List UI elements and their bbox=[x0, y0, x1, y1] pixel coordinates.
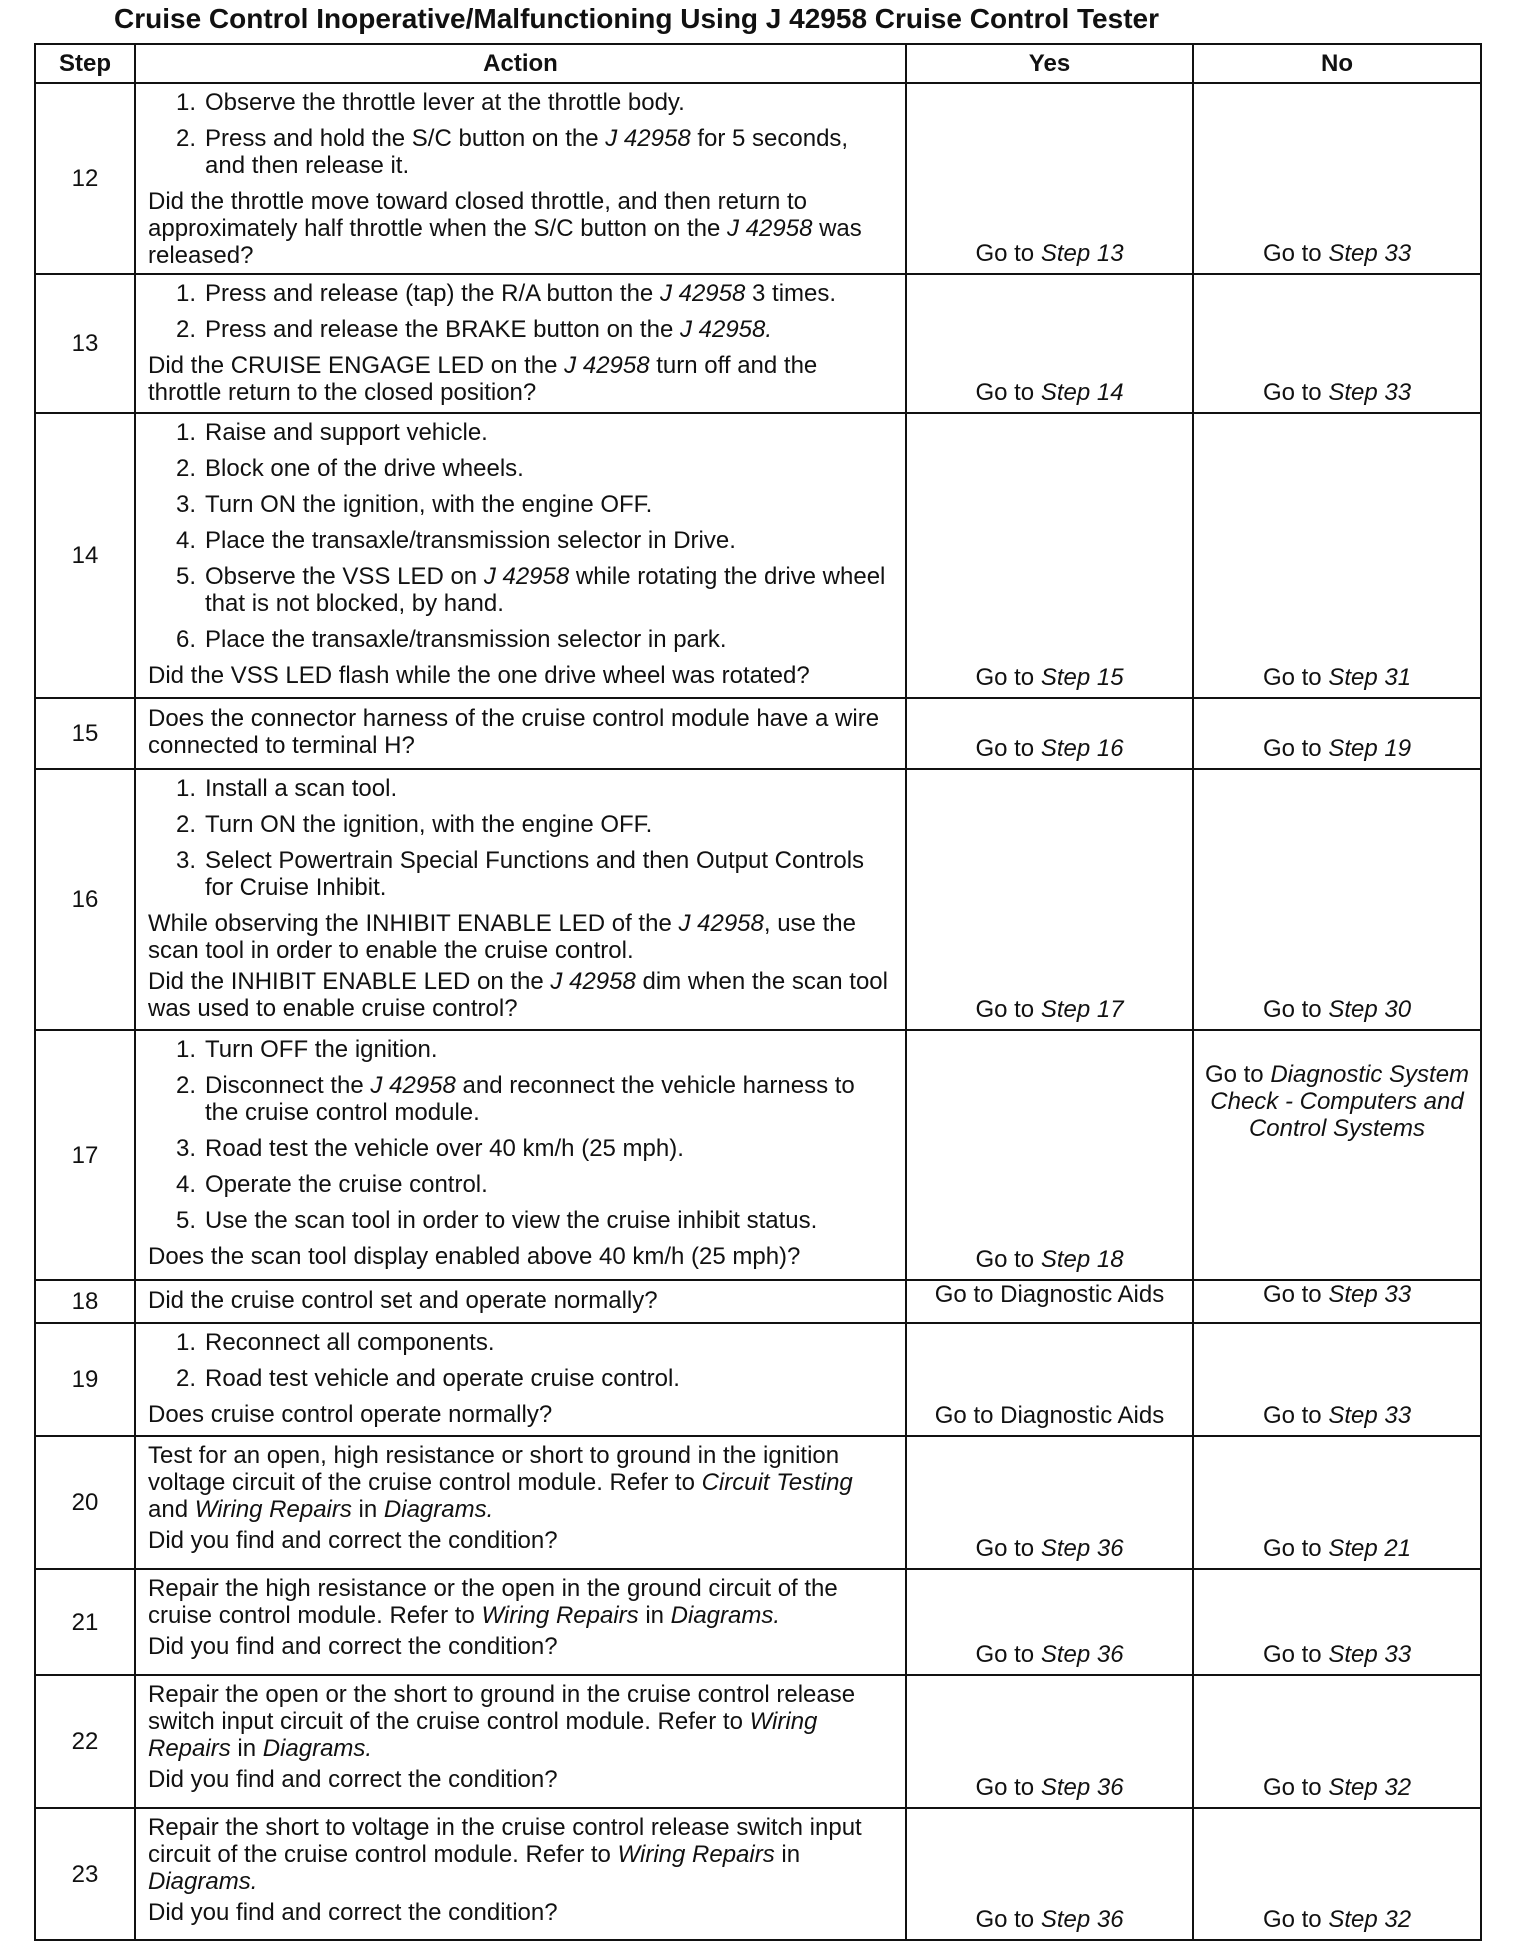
no-cell: Go to Diagnostic System Check - Computers and Control Systems bbox=[1193, 1030, 1481, 1280]
action-item: 2. Block one of the drive wheels. bbox=[175, 455, 524, 482]
table-row bbox=[35, 274, 1481, 413]
table-row bbox=[35, 1280, 1481, 1323]
step-link[interactable]: Step 33 bbox=[1328, 1641, 1412, 1668]
action-item: 5. Use the scan tool in order to view the cruise inhibit status. bbox=[175, 1207, 818, 1234]
step-link[interactable]: Step 18 bbox=[1040, 1246, 1124, 1273]
no-cell: Go to Step 33 bbox=[1193, 274, 1481, 413]
no-cell: Go to Step 32 bbox=[1193, 1675, 1481, 1808]
yes-cell: Go to Step 14 bbox=[906, 274, 1193, 413]
step-link[interactable]: Step 16 bbox=[1040, 735, 1124, 762]
table-row bbox=[35, 1808, 1481, 1940]
step-link[interactable]: Step 36 bbox=[1040, 1906, 1124, 1933]
yes-cell[interactable]: Go to Diagnostic Aids bbox=[906, 1323, 1193, 1436]
action-note: Test for an open, high resistance or short to ground in the ignition voltage circuit of the cruise control module. Refer to Circuit Testing and Wiring Repairs in Diagrams. bbox=[148, 1442, 853, 1523]
table-row bbox=[35, 1675, 1481, 1808]
no-cell: Go to Step 33 bbox=[1193, 1569, 1481, 1675]
action-cell bbox=[135, 769, 906, 1030]
action-item: 1. Raise and support vehicle. bbox=[175, 419, 488, 446]
header-action: Action bbox=[135, 44, 906, 83]
yes-cell: Go to Step 17 bbox=[906, 769, 1193, 1030]
step-link[interactable]: Step 33 bbox=[1328, 240, 1412, 267]
step-number: 21 bbox=[35, 1569, 135, 1675]
yes-cell: Go to Step 36 bbox=[906, 1436, 1193, 1569]
step-number: 12 bbox=[35, 83, 135, 274]
page-title: Cruise Control Inoperative/Malfunctioning Using J 42958 Cruise Control Tester bbox=[114, 3, 1159, 34]
action-question: Did you find and correct the condition? bbox=[148, 1633, 558, 1660]
action-question: Did you find and correct the condition? bbox=[148, 1899, 558, 1926]
header-yes: Yes bbox=[906, 44, 1193, 83]
action-cell bbox=[135, 1323, 906, 1436]
action-item: 2. Press and release the BRAKE button on the J 42958. bbox=[175, 316, 773, 343]
action-item: 2. Road test vehicle and operate cruise control. bbox=[175, 1365, 680, 1392]
action-cell bbox=[135, 1436, 906, 1569]
step-link[interactable]: Step 33 bbox=[1328, 1281, 1412, 1308]
action-cell bbox=[135, 83, 906, 274]
action-question: Did the cruise control set and operate normally? bbox=[148, 1287, 658, 1314]
step-link[interactable]: Step 14 bbox=[1040, 379, 1124, 406]
action-item: 2. Press and hold the S/C button on the J 42958 for 5 seconds, and then release it. bbox=[175, 125, 849, 179]
no-cell: Go to Step 32 bbox=[1193, 1808, 1481, 1940]
header-no: No bbox=[1193, 44, 1481, 83]
table-row bbox=[35, 83, 1481, 274]
step-link[interactable]: Step 33 bbox=[1328, 379, 1412, 406]
action-cell bbox=[135, 1280, 906, 1323]
step-link[interactable]: Step 17 bbox=[1040, 996, 1124, 1023]
action-note: Repair the short to voltage in the cruise control release switch input circuit of the cruise control module. Refer to Wiring Repairs in Diagrams. bbox=[148, 1814, 862, 1895]
table-row bbox=[35, 1569, 1481, 1675]
action-cell bbox=[135, 1675, 906, 1808]
yes-cell[interactable]: Go to Diagnostic Aids bbox=[906, 1280, 1193, 1323]
action-item: 1. Reconnect all components. bbox=[175, 1329, 495, 1356]
step-number: 17 bbox=[35, 1030, 135, 1280]
header-step: Step bbox=[35, 44, 135, 83]
yes-cell: Go to Step 13 bbox=[906, 83, 1193, 274]
step-number: 22 bbox=[35, 1675, 135, 1808]
action-cell bbox=[135, 1808, 906, 1940]
step-link[interactable]: Step 36 bbox=[1040, 1641, 1124, 1668]
step-link[interactable]: Step 15 bbox=[1040, 664, 1124, 691]
step-number: 20 bbox=[35, 1436, 135, 1569]
step-link[interactable]: Step 33 bbox=[1328, 1402, 1412, 1429]
action-note: While observing the INHIBIT ENABLE LED of the J 42958, use the scan tool in order to enable the cruise control. bbox=[148, 910, 856, 964]
step-link[interactable]: Step 21 bbox=[1328, 1535, 1412, 1562]
table-row bbox=[35, 413, 1481, 698]
yes-cell: Go to Step 36 bbox=[906, 1808, 1193, 1940]
step-link[interactable]: Step 32 bbox=[1328, 1774, 1412, 1801]
no-cell: Go to Step 33 bbox=[1193, 1323, 1481, 1436]
no-cell: Go to Step 21 bbox=[1193, 1436, 1481, 1569]
yes-cell: Go to Step 36 bbox=[906, 1569, 1193, 1675]
action-item: 1. Install a scan tool. bbox=[175, 775, 398, 802]
action-item: 4. Operate the cruise control. bbox=[175, 1171, 488, 1198]
step-number: 15 bbox=[35, 698, 135, 769]
yes-cell: Go to Step 15 bbox=[906, 413, 1193, 698]
action-question: Did the CRUISE ENGAGE LED on the J 42958 turn off and the throttle return to the closed position? bbox=[148, 352, 818, 406]
action-question: Did you find and correct the condition? bbox=[148, 1766, 558, 1793]
action-item: 3. Turn ON the ignition, with the engine OFF. bbox=[175, 491, 653, 518]
no-cell: Go to Step 19 bbox=[1193, 698, 1481, 769]
no-cell: Go to Step 30 bbox=[1193, 769, 1481, 1030]
action-question: Does the connector harness of the cruise control module have a wire connected to terminal H? bbox=[148, 705, 880, 759]
yes-cell: Go to Step 18 bbox=[906, 1030, 1193, 1280]
table-row bbox=[35, 769, 1481, 1030]
action-item: 2. Disconnect the J 42958 and reconnect the vehicle harness to the cruise control module. bbox=[175, 1072, 855, 1126]
step-link[interactable]: Step 36 bbox=[1040, 1535, 1124, 1562]
step-link[interactable]: Step 31 bbox=[1328, 664, 1412, 691]
yes-cell: Go to Step 36 bbox=[906, 1675, 1193, 1808]
action-item: 1. Observe the throttle lever at the throttle body. bbox=[175, 89, 685, 116]
action-question: Did the INHIBIT ENABLE LED on the J 42958 dim when the scan tool was used to enable cruise control? bbox=[148, 968, 888, 1022]
action-note: Repair the high resistance or the open in the ground circuit of the cruise control module. Refer to Wiring Repairs in Diagrams. bbox=[148, 1575, 838, 1629]
action-question: Does cruise control operate normally? bbox=[148, 1401, 553, 1428]
diagnostic-system-check-link[interactable]: Diagnostic System Check - Computers and Control Systems bbox=[1210, 1061, 1470, 1142]
table-row bbox=[35, 1436, 1481, 1569]
step-number: 19 bbox=[35, 1323, 135, 1436]
action-cell bbox=[135, 1030, 906, 1280]
no-cell: Go to Step 33 bbox=[1193, 83, 1481, 274]
action-cell bbox=[135, 413, 906, 698]
table-row bbox=[35, 698, 1481, 769]
step-number: 13 bbox=[35, 274, 135, 413]
action-cell bbox=[135, 274, 906, 413]
action-item: 6. Place the transaxle/transmission selector in park. bbox=[175, 626, 727, 653]
step-link[interactable]: Step 13 bbox=[1040, 240, 1124, 267]
no-cell: Go to Step 33 bbox=[1193, 1280, 1481, 1323]
action-item: 2. Turn ON the ignition, with the engine OFF. bbox=[175, 811, 653, 838]
header-row bbox=[35, 44, 1481, 83]
action-item: 5. Observe the VSS LED on J 42958 while rotating the drive wheel that is not blocked, by hand. bbox=[175, 563, 886, 617]
no-cell: Go to Step 31 bbox=[1193, 413, 1481, 698]
action-item: 3. Select Powertrain Special Functions and then Output Controls for Cruise Inhibit. bbox=[175, 847, 865, 901]
table-row bbox=[35, 1030, 1481, 1280]
step-link[interactable]: Step 36 bbox=[1040, 1774, 1124, 1801]
table-row bbox=[35, 1323, 1481, 1436]
action-note: Repair the open or the short to ground in the cruise control release switch input circuit of the cruise control module. Refer to Wiring Repairs in Diagrams. bbox=[148, 1681, 856, 1762]
action-item: 1. Press and release (tap) the R/A button the J 42958 3 times. bbox=[175, 280, 837, 307]
step-link[interactable]: Step 30 bbox=[1328, 996, 1412, 1023]
action-cell bbox=[135, 698, 906, 769]
step-number: 23 bbox=[35, 1808, 135, 1940]
action-question: Did you find and correct the condition? bbox=[148, 1527, 558, 1554]
action-item: 4. Place the transaxle/transmission selector in Drive. bbox=[175, 527, 736, 554]
yes-cell: Go to Step 16 bbox=[906, 698, 1193, 769]
action-cell bbox=[135, 1569, 906, 1675]
step-number: 18 bbox=[35, 1280, 135, 1323]
step-number: 16 bbox=[35, 769, 135, 1030]
step-link[interactable]: Step 19 bbox=[1328, 735, 1412, 762]
diagnostic-table bbox=[34, 43, 1482, 1941]
action-item: 3. Road test the vehicle over 40 km/h (25 mph). bbox=[175, 1135, 684, 1162]
action-item: 1. Turn OFF the ignition. bbox=[175, 1036, 438, 1063]
action-question: Did the VSS LED flash while the one drive wheel was rotated? bbox=[148, 662, 810, 689]
step-number: 14 bbox=[35, 413, 135, 698]
step-link[interactable]: Step 32 bbox=[1328, 1906, 1412, 1933]
action-question: Does the scan tool display enabled above 40 km/h (25 mph)? bbox=[148, 1243, 801, 1270]
action-question: Did the throttle move toward closed throttle, and then return to approximately half throttle when the S/C button on the J 42958 was released? bbox=[148, 188, 862, 269]
